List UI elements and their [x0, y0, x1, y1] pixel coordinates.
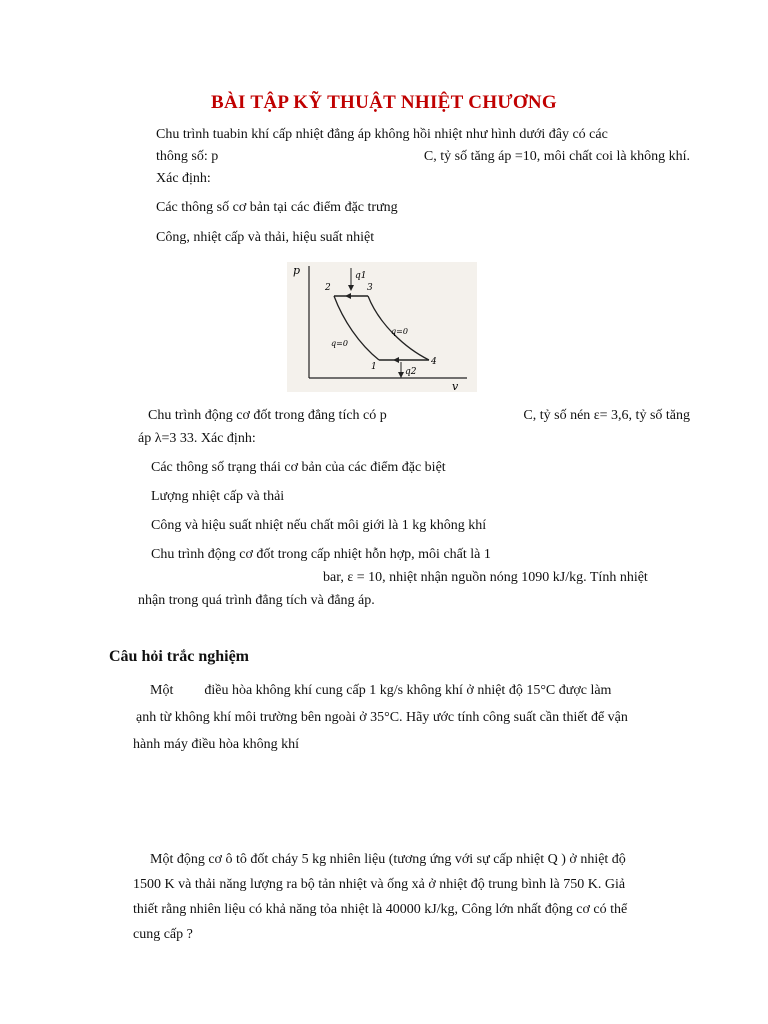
section-heading: Câu hỏi trắc nghiệm: [109, 648, 249, 665]
ex1-item1: Các thông số cơ bản tại các điểm đặc trưng: [156, 200, 398, 215]
q2-line2: 1500 K và thải năng lượng ra bộ tản nhiệt và ống xả ở nhiệt độ trung bình là 750 K. Giả: [133, 877, 626, 892]
q0-left-label: q=0: [331, 339, 348, 348]
q1-line1-a: Một: [150, 683, 174, 698]
axis-v-label: v: [452, 380, 459, 392]
ex1-line3: Xác định:: [156, 171, 211, 186]
point-3-label: 3: [367, 283, 373, 293]
point-1-label: 1: [371, 362, 377, 372]
q2-line3: thiết rằng nhiên liệu có khả năng tỏa nhiệt là 40000 kJ/kg, Công lớn nhất động cơ có thể: [133, 902, 628, 917]
ex2-line1-b: C, tỷ số nén ε= 3,6, tỷ số tăng: [523, 408, 690, 423]
q1-line1: [150, 682, 611, 700]
ex1-line2-a: thông số: p: [156, 149, 219, 164]
ex1-line2: [156, 148, 690, 166]
ex3-line2: bar, ε = 10, nhiệt nhận nguồn nóng 1090 kJ/kg. Tính nhiệt: [323, 570, 648, 585]
ex1-line1: Chu trình tuabin khí cấp nhiệt đẳng áp không hồi nhiệt như hình dưới đây có các: [156, 127, 608, 142]
q1-line1-b: điều hòa không khí cung cấp 1 kg/s không khí ở nhiệt độ 15°C được làm: [204, 683, 612, 698]
ex2-line1-a: Chu trình động cơ đốt trong đẳng tích có p: [148, 408, 387, 423]
ex2-item1: Các thông số trạng thái cơ bản của các điểm đặc biệt: [151, 460, 446, 475]
q1-line2: ạnh từ không khí môi trường bên ngoài ở 35°C. Hãy ước tính công suất cần thiết để vận: [136, 710, 628, 725]
ex1-line2-b: C, tỷ số tăng áp =10, môi chất coi là không khí.: [423, 149, 690, 164]
ex3-line1: Chu trình động cơ đốt trong cấp nhiệt hỗn hợp, môi chất là 1: [151, 547, 491, 562]
point-4-label: 4: [431, 357, 437, 367]
ex2-line2: áp λ=3 33. Xác định:: [138, 431, 256, 446]
point-2-label: 2: [325, 283, 331, 293]
q2-label: q2: [405, 367, 417, 377]
q2-line4: cung cấp ?: [133, 927, 193, 942]
q0-right-label: q=0: [391, 327, 408, 336]
q1-line3: hành máy điều hòa không khí: [133, 737, 300, 752]
ex1-item2: Công, nhiệt cấp và thải, hiệu suất nhiệt: [156, 230, 375, 245]
ex2-item2: Lượng nhiệt cấp và thải: [151, 489, 285, 504]
ex3-line3: nhận trong quá trình đẳng tích và đẳng áp.: [138, 593, 375, 608]
q2-line1: Một động cơ ô tô đốt cháy 5 kg nhiên liệu (tương ứng với sự cấp nhiệt Q ) ở nhiệt độ: [150, 852, 626, 867]
document-title: BÀI TẬP KỸ THUẬT NHIỆT CHƯƠNG: [210, 92, 558, 113]
axis-p-label: p: [293, 264, 301, 277]
q1-label: q1: [355, 271, 367, 281]
ex2-item3: Công và hiệu suất nhiệt nếu chất môi giới là 1 kg không khí: [151, 518, 487, 533]
pv-diagram: [287, 262, 477, 392]
ex2-line1: [148, 407, 690, 425]
